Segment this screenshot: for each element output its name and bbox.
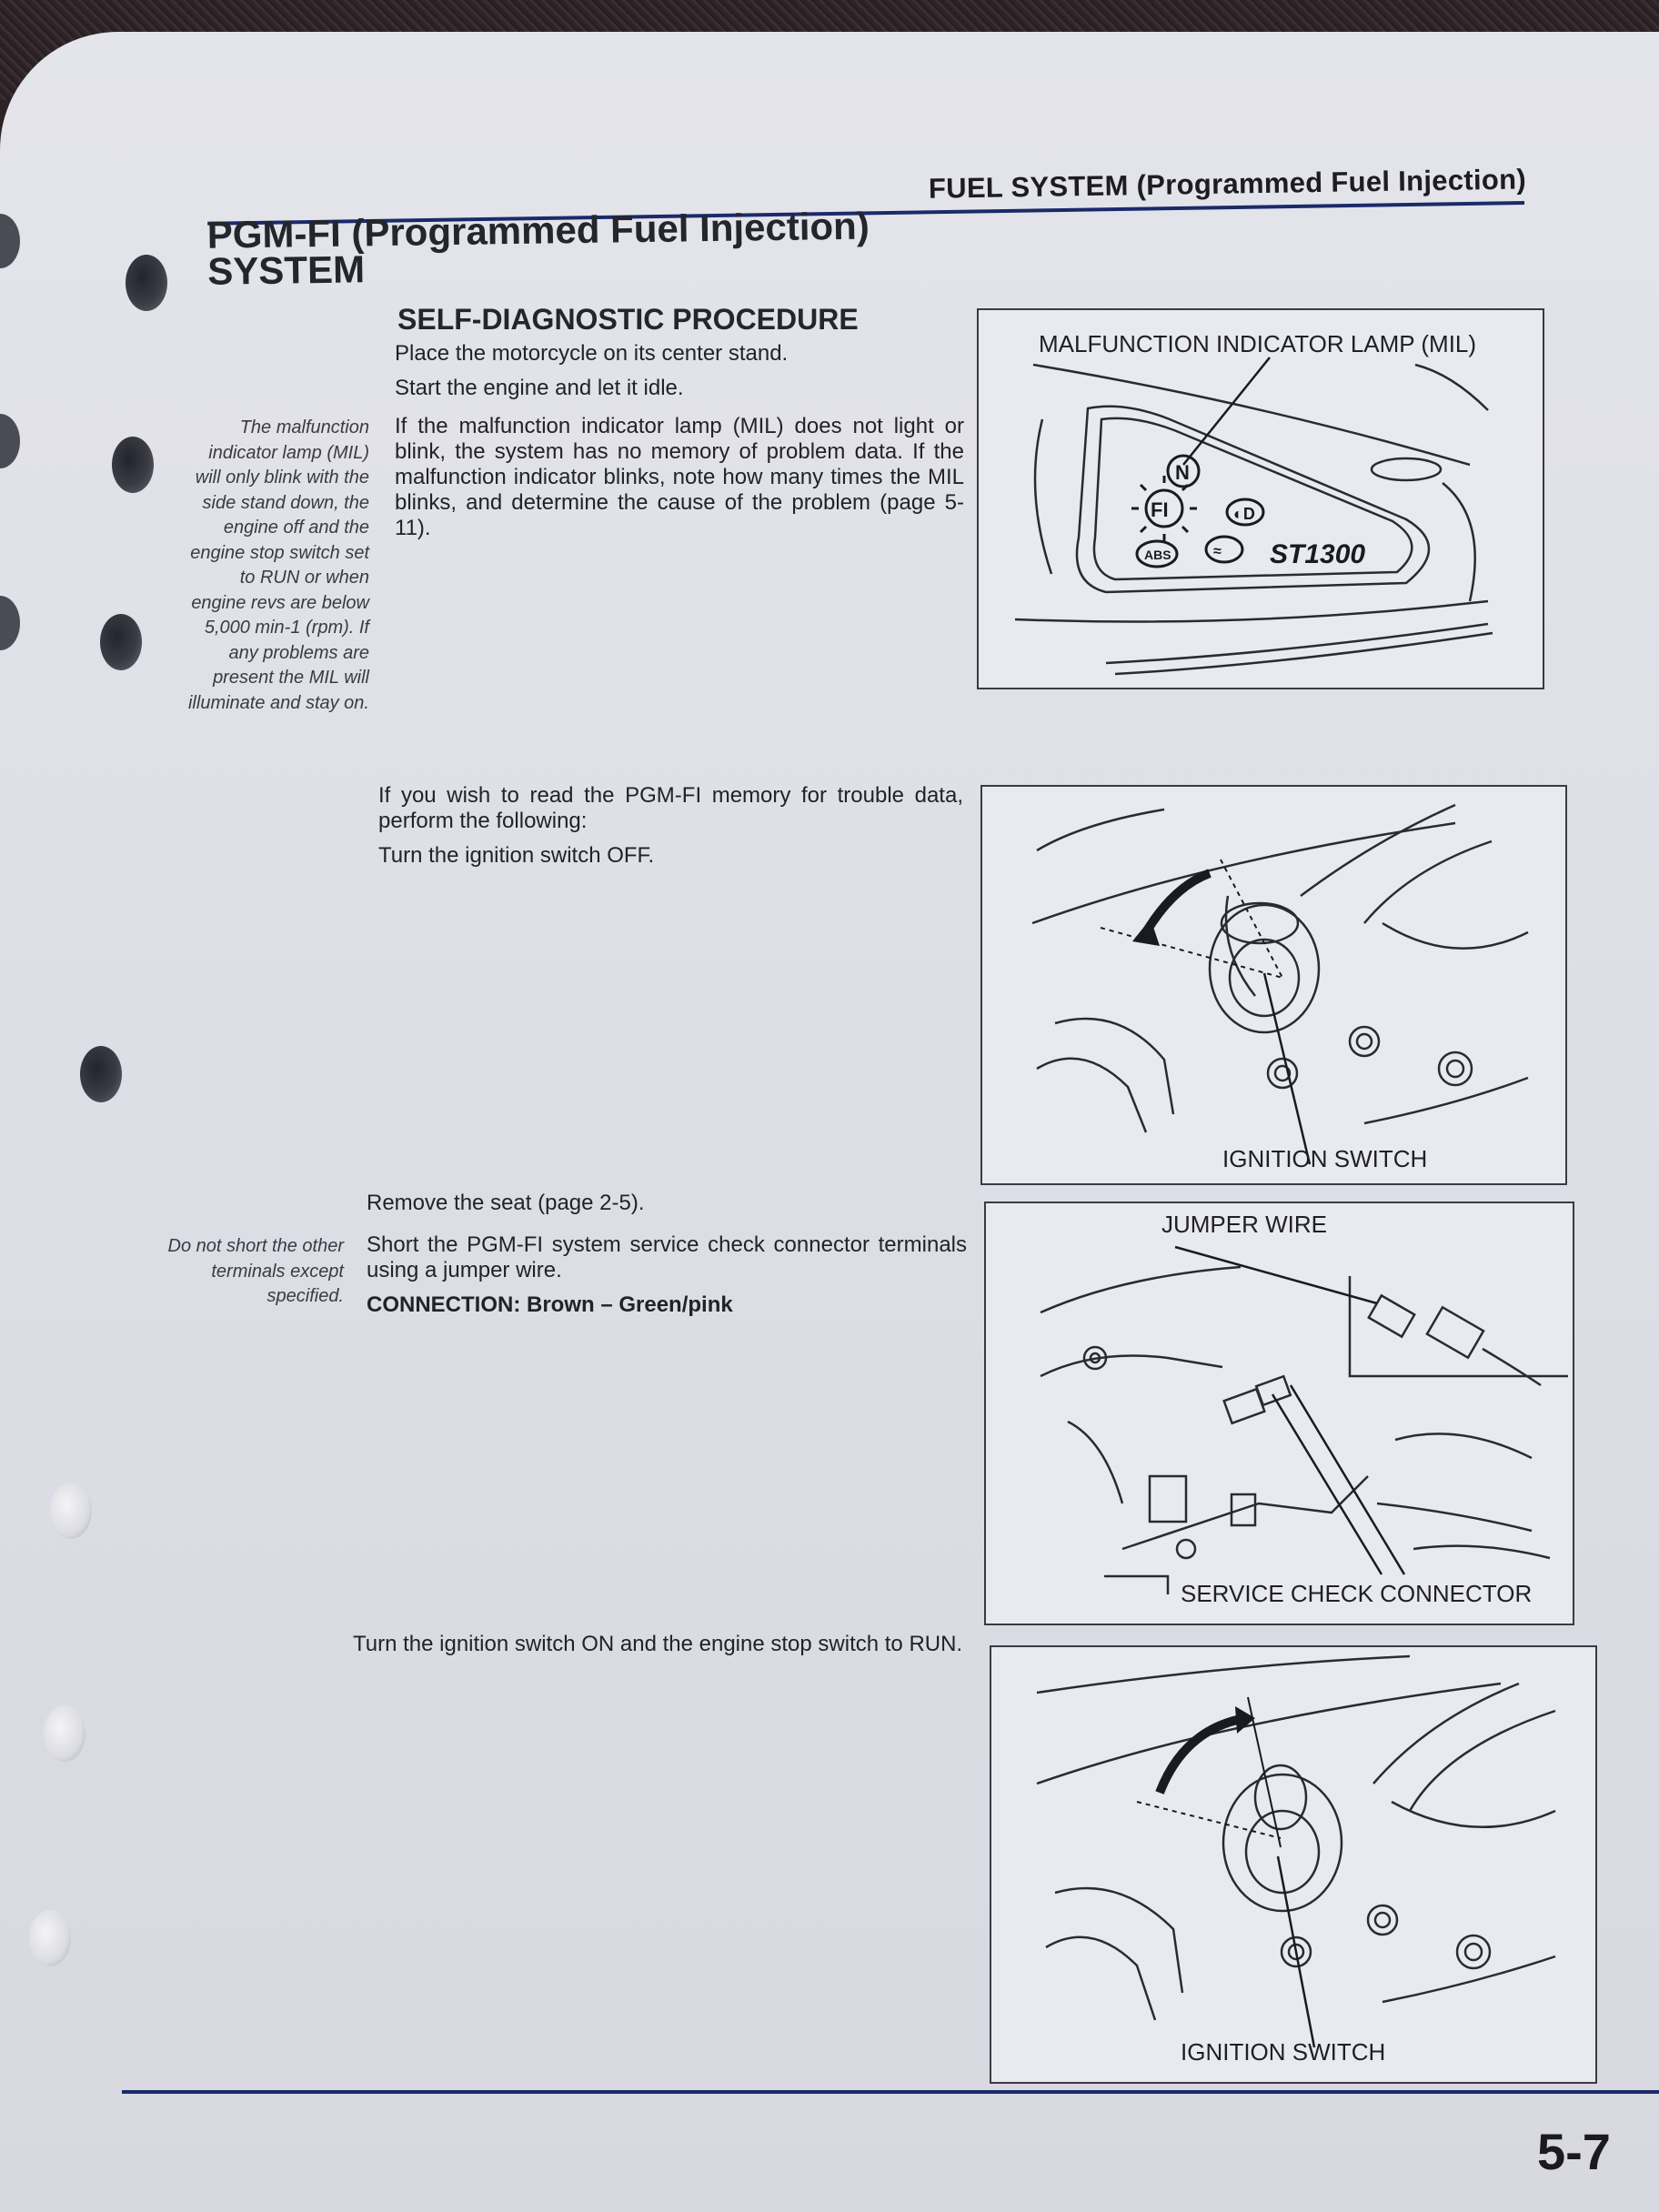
body-block-2	[378, 783, 963, 878]
step-ignition-on: Turn the ignition switch ON and the engine stop switch to RUN.	[353, 1632, 963, 1656]
figure-label-service-check-connector: SERVICE CHECK CONNECTOR	[1181, 1580, 1533, 1607]
step-read-memory: If you wish to read the PGM-FI memory for trouble data, perform the following:	[378, 783, 963, 833]
figure-label-ignition-on: IGNITION SWITCH	[1181, 2038, 1386, 2066]
binder-hole	[29, 1910, 71, 1966]
figure-label-ignition-off: IGNITION SWITCH	[1222, 1145, 1428, 1172]
instrument-panel-drawing	[979, 310, 1543, 688]
binder-hole-edge	[0, 414, 20, 468]
step-mil-check: If the malfunction indicator lamp (MIL) does not light or blink, the system has no memory of problem data. If the malfunction indicator blinks, note how many times the MIL blinks, and determine the cause of the problem (page 5-11).	[395, 414, 964, 540]
page-title	[206, 204, 953, 293]
body-block-4	[353, 1632, 967, 1666]
binder-hole	[100, 614, 142, 670]
svg-text:◐D: ◐D	[1233, 505, 1255, 523]
indicator-abs: ABS	[1144, 548, 1171, 562]
body-block-3	[367, 1191, 967, 1327]
page-number: 5-7	[1537, 2123, 1611, 2180]
indicator-neutral: N	[1175, 461, 1190, 484]
binder-hole	[80, 1046, 122, 1102]
section-heading: SELF-DIAGNOSTIC PROCEDURE	[397, 303, 859, 336]
binder-hole	[126, 255, 167, 311]
binder-hole	[112, 437, 154, 493]
figure-ignition-on	[990, 1645, 1597, 2084]
step-center-stand: Place the motorcycle on its center stand.	[395, 341, 789, 366]
step-ignition-off: Turn the ignition switch OFF.	[378, 843, 655, 868]
brand-logo: ST1300	[1270, 539, 1366, 569]
page-title-line1: PGM-FI (Programmed Fuel Injection)	[206, 204, 870, 256]
running-header: FUEL SYSTEM (Programmed Fuel Injection)	[928, 163, 1527, 205]
binder-hole	[50, 1483, 92, 1539]
indicator-fi: FI	[1151, 498, 1169, 521]
svg-text:≈: ≈	[1213, 544, 1222, 559]
footer-rule	[122, 2090, 1659, 2094]
step-remove-seat: Remove the seat (page 2-5).	[367, 1191, 645, 1215]
page-title-line2: SYSTEM	[206, 247, 366, 293]
body-block-1	[395, 341, 964, 550]
step-connection-spec: CONNECTION: Brown – Green/pink	[367, 1292, 733, 1317]
binder-hole-edge	[0, 596, 20, 650]
ignition-off-drawing	[982, 787, 1565, 1183]
bleed-through	[373, 1469, 381, 1504]
figure-label-mil: MALFUNCTION INDICATOR LAMP (MIL)	[1039, 330, 1477, 357]
figure-ignition-off	[980, 785, 1567, 1185]
figure-label-jumper-wire: JUMPER WIRE	[1161, 1211, 1327, 1238]
side-note-terminals: Do not short the other terminals except specified.	[167, 1236, 344, 1306]
binder-hole	[44, 1705, 85, 1762]
step-start-engine: Start the engine and let it idle.	[395, 376, 684, 400]
manual-page	[0, 32, 1659, 2212]
connector-drawing	[986, 1203, 1573, 1624]
binder-hole-edge	[0, 214, 20, 268]
side-note-mil: The malfunction indicator lamp (MIL) will only blink with the side stand down, the engine off and the engine stop switch set to RUN or when engine revs are below 5,000 min-1 (rpm). If any problems are present the MIL will illuminate and stay on.	[187, 417, 369, 713]
ignition-on-drawing	[991, 1647, 1595, 2082]
figure-connector	[984, 1202, 1574, 1625]
step-short-connector: Short the PGM-FI system service check connector terminals using a jumper wire.	[367, 1232, 967, 1282]
figure-mil	[977, 308, 1544, 689]
